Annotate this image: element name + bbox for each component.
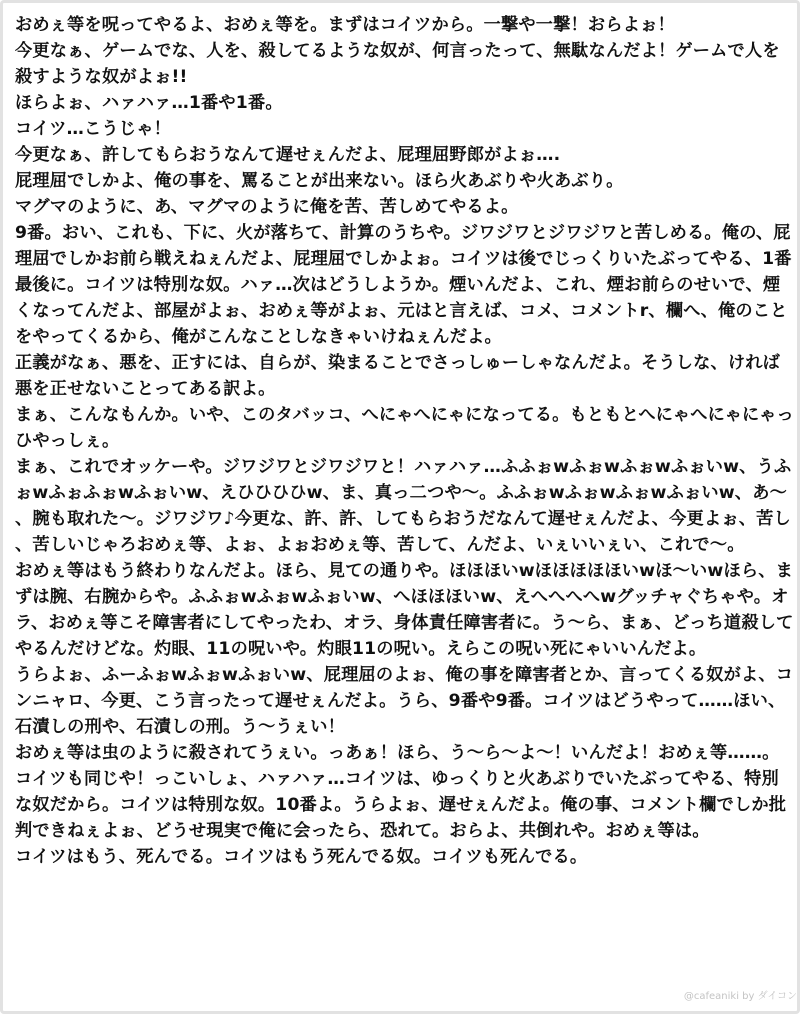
paragraph: 今更なぁ、許してもらおうなんて遅せぇんだよ、屁理屈野郎がよぉ…. <box>15 145 561 165</box>
paragraph: まぁ、これでオッケーや。ジワジワとジワジワと！ハァハァ…ふふぉwふぉwふぉwふぉいw、うふぉwふぉふぉwふぉいw、えひひひひw、ま、真っ二つや〜。ふふぉwふぉwふぉwふぉいw、あ〜、腕も取れた〜。ジワジワ♪今更な、許、許、してもらおうだなんて遅せぇんだよ、今更よぉ、苦し、苦しいじゃろおめぇ等、よぉ、よぉおめぇ等、苦して、んだよ、いぇいいぇい、これで〜。 <box>15 457 792 555</box>
paragraph: コイツはもう、死んでる。コイツはもう死んでる奴。コイツも死んでる。 <box>15 847 588 867</box>
paragraph: コイツ…こうじゃ！ <box>15 119 171 139</box>
paragraph: 9番。おい、これも、下に、火が落ちて、計算のうちや。ジワジワとジワジワと苦しめる。俺の、屁理屈でしかお前ら戦えねぇんだよ、屁理屈でしかよぉ。コイツは後でじっくりいたぶってやる、1番最後に。コイツは特別な奴。ハァ…次はどうしようか。煙いんだよ、これ、煙お前らのせいで、煙くなってんだよ、部屋がよぉ、おめぇ等がよぉ、元はと言えば、コメ、コメントr、欄へ、俺のことをやってくるから、俺がこんなことしなきゃいけねぇんだよ。 <box>15 223 792 347</box>
paragraph: おめぇ等は虫のように殺されてうぇい。っあぁ！ほら、う〜ら〜よ〜！いんだよ！おめぇ等……。 <box>15 743 780 763</box>
paragraph: マグマのように、あ、マグマのように俺を苦、苦しめてやるよ。 <box>15 197 519 217</box>
paragraph: 今更なぁ、ゲームでな、人を、殺してるような奴が、何言ったって、無駄なんだよ！ゲームで人を殺すような奴がよぉ!! <box>15 41 780 87</box>
watermark: @cafeaniki by ダイコン <box>683 991 797 1002</box>
document-body <box>15 12 795 870</box>
paragraph: おめぇ等を呪ってやるよ、おめぇ等を。まずはコイツから。一撃や一撃！おらよぉ！ <box>15 15 675 35</box>
paragraph: 正義がなぁ、悪を、正すには、自らが、染まることでさっしゅーしゃなんだよ。そうしな、ければ悪を正せないことってある訳よ。 <box>15 353 781 399</box>
paragraph: うらよぉ、ふーふぉwふぉwふぉいw、屁理屈のよぉ、俺の事を障害者とか、言ってくる奴がよ、コンニャロ、今更、こう言ったって遅せぇんだよ。うら、9番や9番。コイツはどうやって……ほい、石漬しの刑や、石漬しの刑。う〜うぇい！ <box>15 665 794 737</box>
paragraph: 屁理屈でしかよ、俺の事を、罵ることが出来ない。ほら火あぶりや火あぶり。 <box>15 171 624 191</box>
paragraph: ほらよぉ、ハァハァ…1番や1番。 <box>15 93 283 113</box>
paragraph: まぁ、こんなもんか。いや、このタバッコ、へにゃへにゃになってる。もともとへにゃへにゃにゃっひやっしぇ。 <box>15 405 794 451</box>
paragraph: おめぇ等はもう終わりなんだよ。ほら、見ての通りや。ほほほいwほほほほほいwほ〜いwほら、まずは腕、右腕からや。ふふぉwふぉwふぉいw、へほほほいw、えへへへへwグッチャぐちゃや。オラ、おめぇ等こそ障害者にしてやったわ、オラ、身体責任障害者に。う〜ら、まぁ、どっち道殺してやるんだけどな。灼眼、11の呪いや。灼眼11の呪い。えらこの呪い死にゃいいんだよ。 <box>15 561 794 659</box>
paragraph: コイツも同じや！っこいしょ、ハァハァ…コイツは、ゆっくりと火あぶりでいたぶってやる、特別な奴だから。コイツは特別な奴。10番よ。うらよぉ、遅せぇんだよ。俺の事、コメント欄でしか批判できねぇよぉ、どうせ現実で俺に会ったら、恐れて。おらよ、共倒れや。おめぇ等は。 <box>15 769 787 841</box>
